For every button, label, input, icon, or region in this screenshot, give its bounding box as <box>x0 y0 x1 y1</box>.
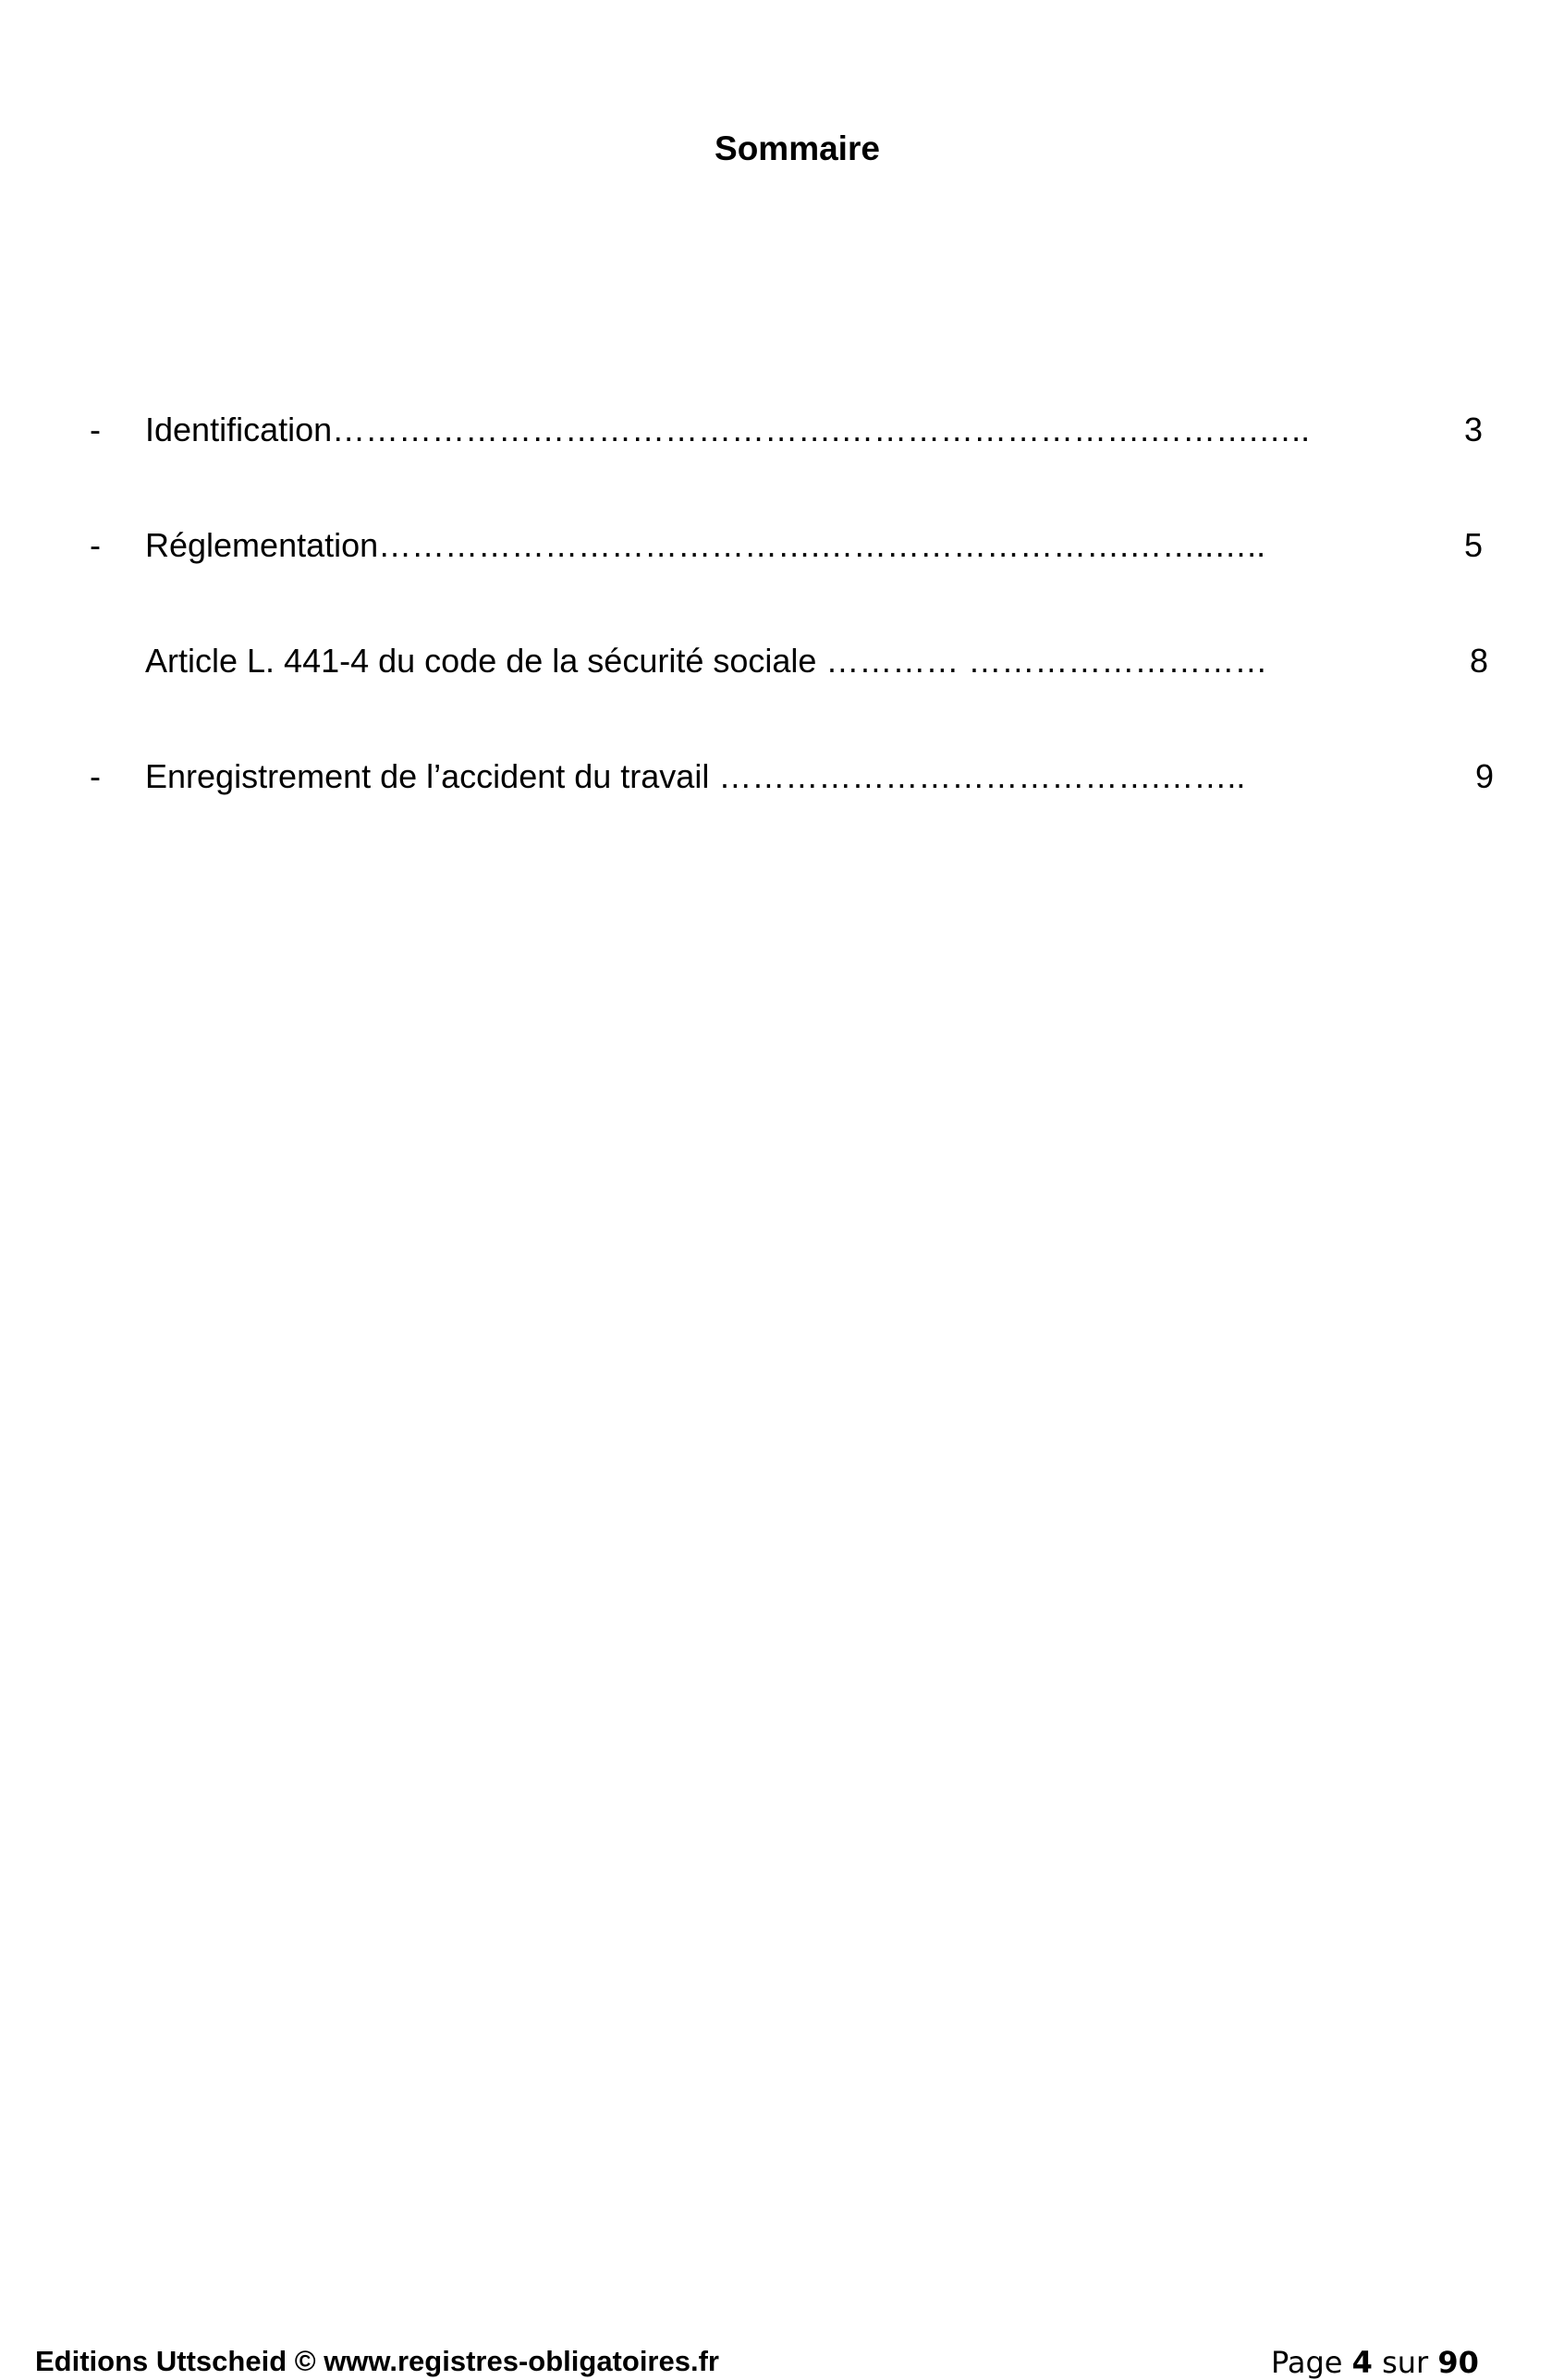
footer-page-indicator <box>1271 2345 1479 2380</box>
toc-bullet: - <box>90 526 101 564</box>
page-title: Sommaire <box>715 129 880 167</box>
footer-page-current: 4 <box>1351 2345 1373 2380</box>
toc-page-number: 8 <box>1470 642 1489 680</box>
toc-entry-title: Article L. 441-4 du code de la sécurité sociale ………… ……………………… <box>145 642 1268 680</box>
toc-bullet: - <box>90 757 101 795</box>
toc-page-number: 5 <box>1464 526 1484 564</box>
footer-page-separator: sur <box>1372 2345 1438 2380</box>
toc-entry-title: Réglementation………………………………….……………………….……..….. <box>145 526 1266 564</box>
toc-entry-title: Identification……………………………………….……………………….……….….. <box>145 411 1311 448</box>
toc-entry-title: Enregistrement de l’accident du travail ………………………………….…….. <box>145 757 1246 795</box>
footer-page-total: 90 <box>1437 2345 1479 2380</box>
footer-publisher: Editions Uttscheid © www.registres-obligatoires.fr <box>35 2345 719 2377</box>
toc-entry-enregistrement <box>0 754 1564 800</box>
toc-entry-article <box>0 638 1564 684</box>
toc-page-number: 9 <box>1475 757 1495 795</box>
footer-page-prefix: Page <box>1271 2345 1352 2380</box>
toc-entry-identification <box>0 407 1564 453</box>
toc-page-number: 3 <box>1464 411 1484 448</box>
toc-bullet: - <box>90 411 101 448</box>
toc-entry-reglementation <box>0 522 1564 569</box>
